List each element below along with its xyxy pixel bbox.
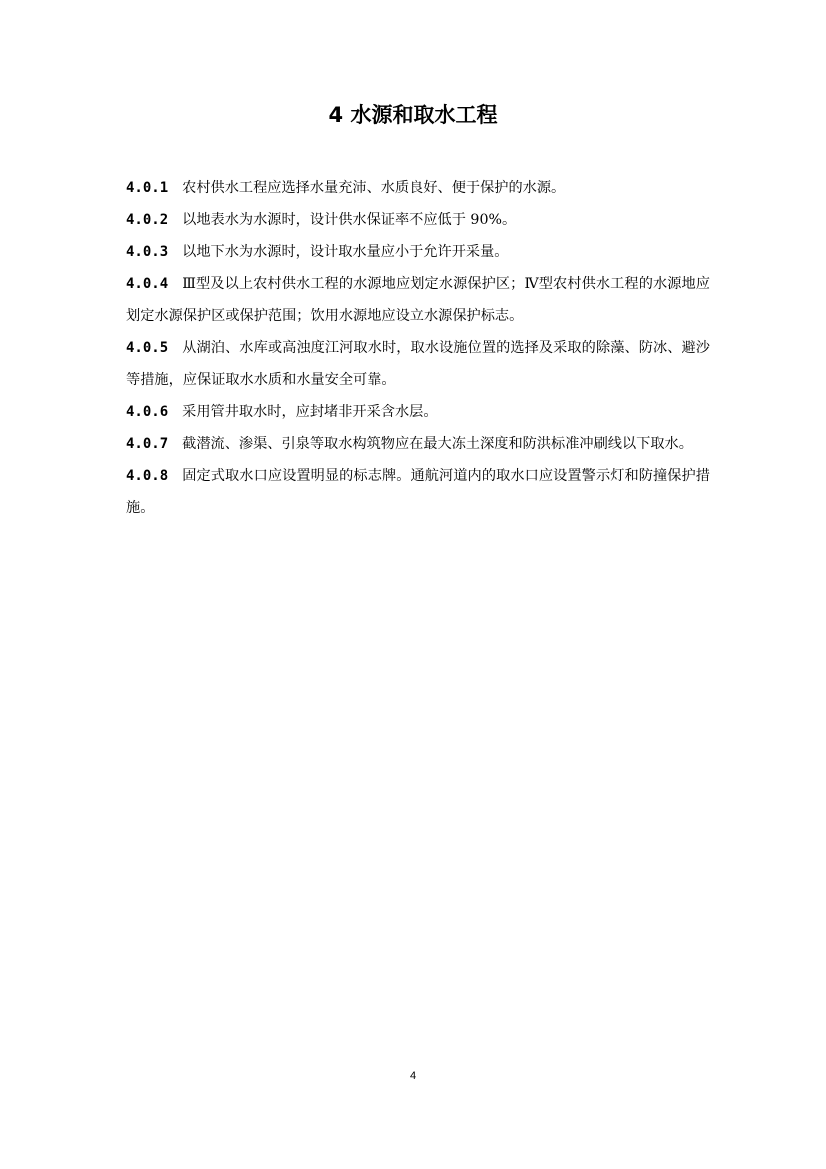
clause-number: 4.0.5 xyxy=(126,340,169,356)
clause-4-0-5 xyxy=(126,332,710,396)
clause-text: Ⅲ型及以上农村供水工程的水源地应划定水源保护区；Ⅳ型农村供水工程的水源地应划定水源保护区或保护范围；饮用水源地应设立水源保护标志。 xyxy=(126,276,710,324)
page-number: 4 xyxy=(409,1070,417,1082)
clause-number: 4.0.1 xyxy=(126,180,169,196)
chapter-title: 4 水源和取水工程 xyxy=(328,103,498,127)
clause-4-0-3 xyxy=(126,236,710,268)
clause-number: 4.0.3 xyxy=(126,244,169,260)
clause-4-0-6 xyxy=(126,396,710,428)
clause-4-0-2 xyxy=(126,204,710,236)
clause-4-0-1 xyxy=(126,172,710,204)
clause-text: 以地表水为水源时，设计供水保证率不应低于 90%。 xyxy=(182,212,517,228)
clause-4-0-4 xyxy=(126,268,710,332)
clause-text: 农村供水工程应选择水量充沛、水质良好、便于保护的水源。 xyxy=(182,180,566,196)
clause-text: 采用管井取水时，应封堵非开采含水层。 xyxy=(182,404,438,420)
clause-text: 固定式取水口应设置明显的标志牌。通航河道内的取水口应设置警示灯和防撞保护措施。 xyxy=(126,468,710,516)
clause-number: 4.0.6 xyxy=(126,404,169,420)
clause-number: 4.0.7 xyxy=(126,436,169,452)
clause-text: 截潜流、渗渠、引泉等取水构筑物应在最大冻土深度和防洪标准冲刷线以下取水。 xyxy=(182,436,693,452)
clause-number: 4.0.2 xyxy=(126,212,169,228)
clause-text: 以地下水为水源时，设计取水量应小于允许开采量。 xyxy=(182,244,509,260)
clause-number: 4.0.8 xyxy=(126,468,169,484)
clause-4-0-8 xyxy=(126,460,710,524)
clause-list xyxy=(126,172,710,524)
clause-4-0-7 xyxy=(126,428,710,460)
clause-number: 4.0.4 xyxy=(126,276,169,292)
clause-text: 从湖泊、水库或高浊度江河取水时，取水设施位置的选择及采取的除藻、防冰、避沙等措施，应保证取水水质和水量安全可靠。 xyxy=(126,340,710,388)
